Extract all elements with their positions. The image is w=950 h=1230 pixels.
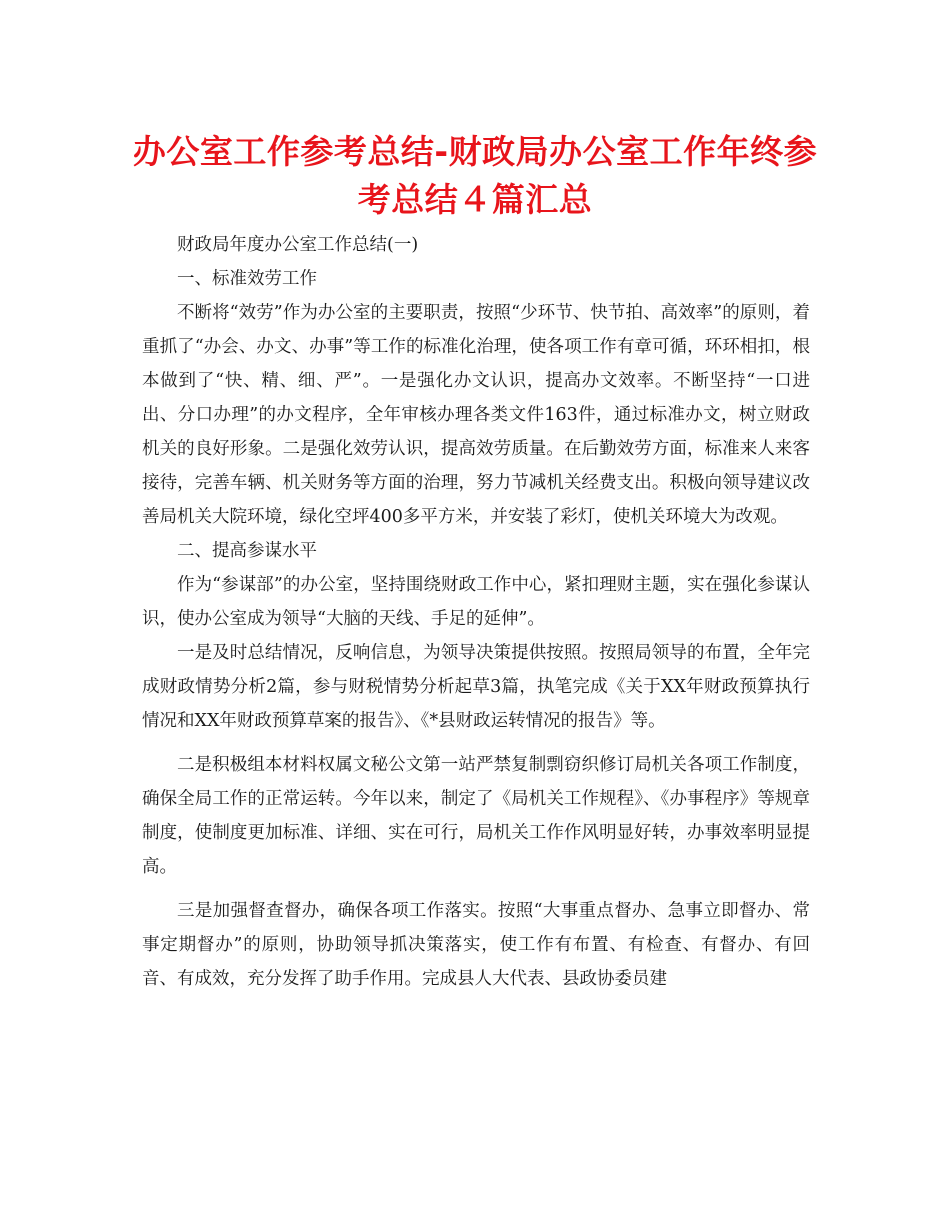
document-title: 办公室工作参考总结-财政局办公室工作年终参考总结４篇汇总 <box>132 132 818 219</box>
body-paragraph: 作为“参谋部”的办公室，坚持围绕财政工作中心，紧扣理财主题，实在强化参谋认识，使办公室成为领导“大脑的天线、手足的延伸”。 <box>142 575 810 629</box>
subsection-heading: 二、提高参谋水平 <box>177 541 317 561</box>
body-paragraph: 二是积极组本材料权属文秘公文第一站严禁复制剽窃织修订局机关各项工作制度，确保全局工作的正常运转。今年以来，制定了《局机关工作规程》、《办事程序》等规章制度，使制度更加标准、详细、实在可行，局机关工作作风明显好转，办事效率明显提高。 <box>142 755 810 877</box>
body-paragraph: 不断将“效劳”作为办公室的主要职责，按照“少环节、快节拍、高效率”的原则，着重抓了“办会、办文、办事”等工作的标准化治理，使各项工作有章可循，环环相扣，根本做到了“快、精、细、严”。一是强化办文认识，提高办文效率。不断坚持“一口进出、分口办理”的办文程序，全年审核办理各类文件163件，通过标准办文，树立财政机关的良好形象。二是强化效劳认识，提高效劳质量。在后勤效劳方面，标准来人来客接待，完善车辆、机关财务等方面的治理，努力节减机关经费支出。积极向领导建议改善局机关大院环境，绿化空坪400多平方米，并安装了彩灯，使机关环境大为改观。 <box>142 303 810 527</box>
subsection-heading: 一、标准效劳工作 <box>177 269 317 289</box>
document-body <box>142 228 810 996</box>
body-paragraph: 三是加强督查督办，确保各项工作落实。按照“大事重点督办、急事立即督办、常事定期督办”的原则，协助领导抓决策落实，使工作有布置、有检查、有督办、有回音、有成效，充分发挥了助手作用。完成县人大代表、县政协委员建 <box>142 901 810 989</box>
body-paragraph: 一是及时总结情况，反响信息，为领导决策提供按照。按照局领导的布置，全年完成财政情势分析2篇，参与财税情势分析起草3篇，执笔完成《关于XX年财政预算执行情况和XX年财政预算草案的报告》、《*县财政运转情况的报告》等。 <box>142 643 810 731</box>
section-heading: 财政局年度办公室工作总结(一) <box>177 235 419 255</box>
